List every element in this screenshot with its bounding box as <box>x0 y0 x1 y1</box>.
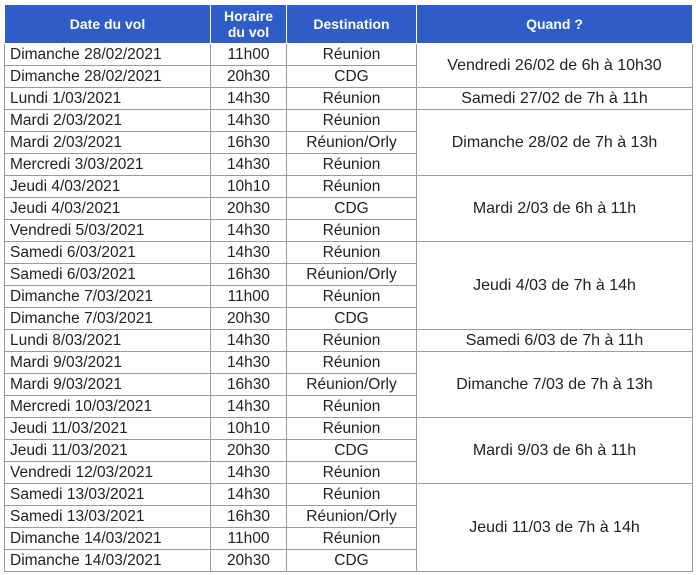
flight-time: 14h30 <box>211 352 287 374</box>
table-row <box>5 418 693 440</box>
flight-time: 20h30 <box>211 308 287 330</box>
flight-date: Dimanche 28/02/2021 <box>5 44 211 66</box>
flight-time: 11h00 <box>211 44 287 66</box>
table-row <box>5 176 693 198</box>
flight-destination: Réunion/Orly <box>287 264 417 286</box>
flight-destination: Réunion <box>287 242 417 264</box>
flight-time: 20h30 <box>211 550 287 572</box>
flight-date: Dimanche 7/03/2021 <box>5 286 211 308</box>
flight-date: Jeudi 11/03/2021 <box>5 418 211 440</box>
flight-date: Mardi 2/03/2021 <box>5 132 211 154</box>
header-time-line2: du vol <box>227 24 270 40</box>
flight-time: 14h30 <box>211 396 287 418</box>
table-row <box>5 330 693 352</box>
flight-date: Mardi 9/03/2021 <box>5 374 211 396</box>
flight-destination: Réunion <box>287 330 417 352</box>
flight-time: 10h10 <box>211 176 287 198</box>
flight-date: Samedi 6/03/2021 <box>5 242 211 264</box>
flight-destination: Réunion <box>287 44 417 66</box>
flight-destination: Réunion <box>287 484 417 506</box>
flight-destination: Réunion <box>287 220 417 242</box>
flight-destination: Réunion <box>287 176 417 198</box>
table-row <box>5 242 693 264</box>
when-cell: Samedi 27/02 de 7h à 11h <box>417 88 693 110</box>
header-date: Date du vol <box>5 5 211 44</box>
flight-date: Jeudi 4/03/2021 <box>5 198 211 220</box>
when-cell: Jeudi 11/03 de 7h à 14h <box>417 484 693 572</box>
table-row <box>5 484 693 506</box>
when-cell: Mardi 2/03 de 6h à 11h <box>417 176 693 242</box>
header-time-line1: Horaire <box>223 8 274 24</box>
flight-destination: Réunion/Orly <box>287 506 417 528</box>
flight-time: 14h30 <box>211 462 287 484</box>
when-cell: Dimanche 28/02 de 7h à 13h <box>417 110 693 176</box>
flight-destination: Réunion <box>287 352 417 374</box>
flight-destination: Réunion/Orly <box>287 132 417 154</box>
flight-time: 10h10 <box>211 418 287 440</box>
flight-date: Dimanche 7/03/2021 <box>5 308 211 330</box>
flight-destination: Réunion <box>287 154 417 176</box>
when-cell: Dimanche 7/03 de 7h à 13h <box>417 352 693 418</box>
flight-time: 20h30 <box>211 66 287 88</box>
flight-time: 14h30 <box>211 220 287 242</box>
flight-date: Dimanche 14/03/2021 <box>5 550 211 572</box>
header-row <box>5 5 693 44</box>
flight-time: 14h30 <box>211 484 287 506</box>
flight-time: 14h30 <box>211 242 287 264</box>
table-row <box>5 44 693 66</box>
when-cell: Mardi 9/03 de 6h à 11h <box>417 418 693 484</box>
flight-date: Lundi 8/03/2021 <box>5 330 211 352</box>
flight-time: 16h30 <box>211 264 287 286</box>
flight-schedule-table <box>4 4 693 572</box>
flight-destination: Réunion/Orly <box>287 374 417 396</box>
flight-time: 16h30 <box>211 374 287 396</box>
flight-date: Mardi 2/03/2021 <box>5 110 211 132</box>
flight-destination: Réunion <box>287 462 417 484</box>
table-row <box>5 110 693 132</box>
flight-destination: Réunion <box>287 528 417 550</box>
flight-destination: CDG <box>287 550 417 572</box>
when-cell: Vendredi 26/02 de 6h à 10h30 <box>417 44 693 88</box>
flight-date: Vendredi 12/03/2021 <box>5 462 211 484</box>
flight-destination: Réunion <box>287 396 417 418</box>
flight-destination: Réunion <box>287 286 417 308</box>
flight-time: 11h00 <box>211 528 287 550</box>
flight-time: 16h30 <box>211 132 287 154</box>
header-time <box>211 5 287 44</box>
flight-destination: CDG <box>287 198 417 220</box>
flight-destination: CDG <box>287 66 417 88</box>
flight-time: 14h30 <box>211 110 287 132</box>
flight-date: Samedi 6/03/2021 <box>5 264 211 286</box>
flight-date: Lundi 1/03/2021 <box>5 88 211 110</box>
flight-date: Samedi 13/03/2021 <box>5 484 211 506</box>
flight-date: Dimanche 28/02/2021 <box>5 66 211 88</box>
header-destination: Destination <box>287 5 417 44</box>
flight-date: Mercredi 3/03/2021 <box>5 154 211 176</box>
flight-date: Vendredi 5/03/2021 <box>5 220 211 242</box>
flight-destination: CDG <box>287 440 417 462</box>
table-row <box>5 352 693 374</box>
flight-time: 16h30 <box>211 506 287 528</box>
header-when: Quand ? <box>417 5 693 44</box>
flight-time: 20h30 <box>211 198 287 220</box>
when-cell: Samedi 6/03 de 7h à 11h <box>417 330 693 352</box>
flight-destination: CDG <box>287 308 417 330</box>
flight-date: Jeudi 4/03/2021 <box>5 176 211 198</box>
flight-date: Dimanche 14/03/2021 <box>5 528 211 550</box>
flight-destination: Réunion <box>287 110 417 132</box>
flight-date: Mercredi 10/03/2021 <box>5 396 211 418</box>
flight-time: 20h30 <box>211 440 287 462</box>
when-cell: Jeudi 4/03 de 7h à 14h <box>417 242 693 330</box>
flight-destination: Réunion <box>287 418 417 440</box>
flight-time: 14h30 <box>211 154 287 176</box>
flight-time: 14h30 <box>211 88 287 110</box>
flight-date: Jeudi 11/03/2021 <box>5 440 211 462</box>
flight-date: Samedi 13/03/2021 <box>5 506 211 528</box>
flight-destination: Réunion <box>287 88 417 110</box>
table-row <box>5 88 693 110</box>
flight-date: Mardi 9/03/2021 <box>5 352 211 374</box>
flight-time: 14h30 <box>211 330 287 352</box>
flight-time: 11h00 <box>211 286 287 308</box>
